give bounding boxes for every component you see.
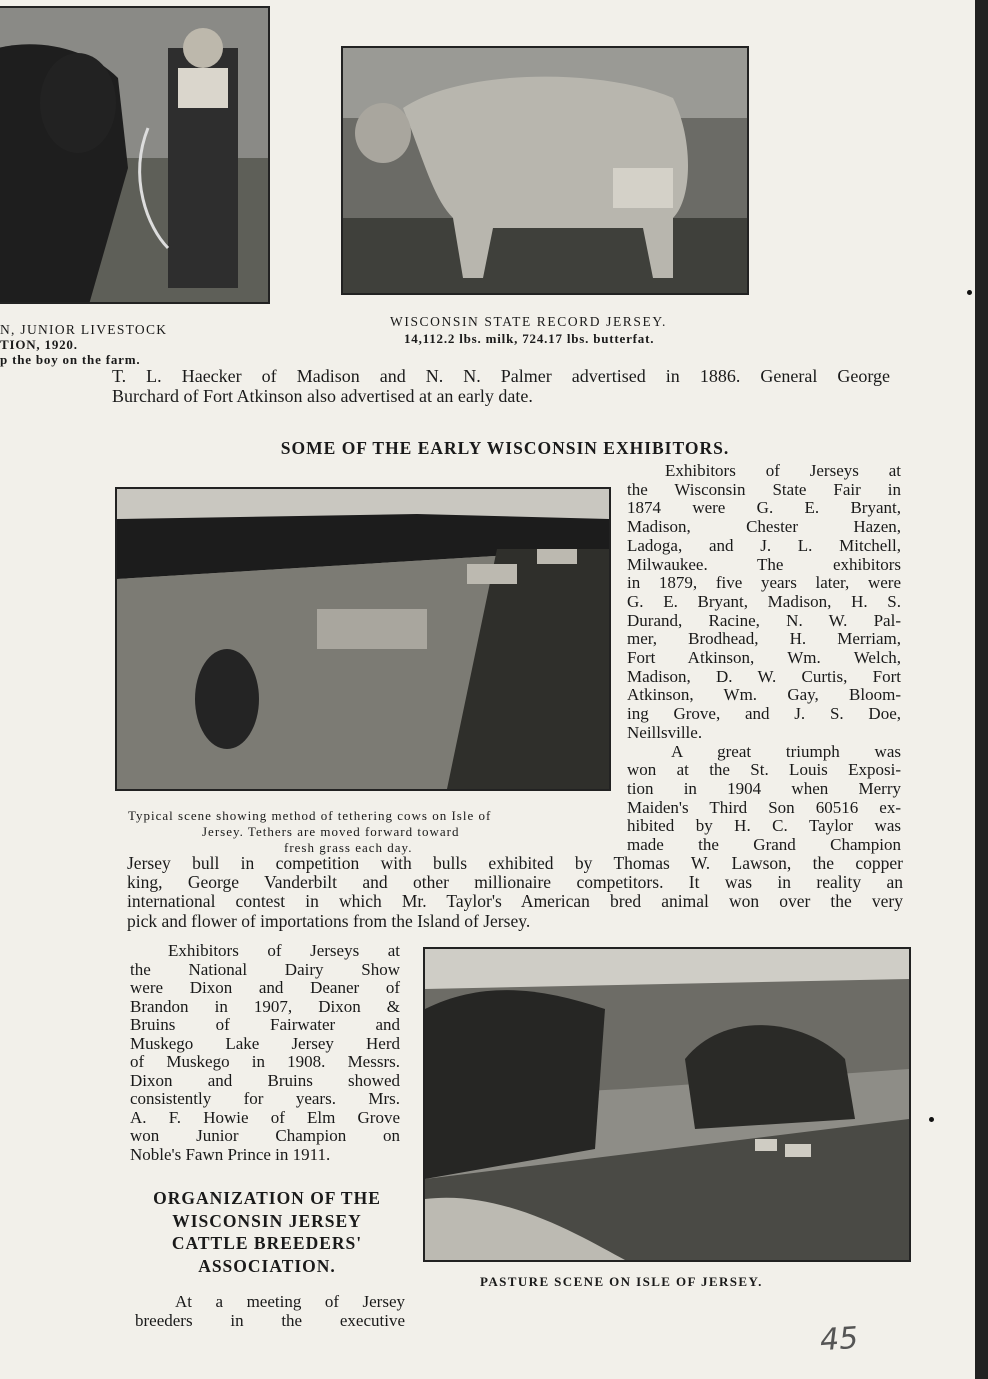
right-line: ing Grove, and J. S. Doe, — [627, 704, 901, 724]
left-line: won Junior Champion on — [130, 1126, 400, 1145]
org-heading-line: CATTLE BREEDERS' — [171, 1233, 363, 1253]
left-line: were Dixon and Deaner of — [130, 978, 400, 997]
intro-paragraph — [112, 366, 890, 406]
left-line: A. F. Howie of Elm Grove — [130, 1107, 400, 1127]
left-line: consistently for years. Mrs. — [130, 1089, 400, 1108]
full-line: king, George Vanderbilt and other millionaire competitors. It was in reality an — [127, 872, 903, 893]
org-heading-line: ASSOCIATION. — [198, 1255, 336, 1276]
organization-heading — [128, 1187, 406, 1277]
caption-pasture: PASTURE SCENE ON ISLE OF JERSEY. — [480, 1274, 763, 1289]
caption-tether-2: Jersey. Tethers are moved forward toward — [202, 824, 460, 839]
right-line: Fort Atkinson, Wm. Welch, — [627, 648, 901, 668]
left-line: Exhibitors of Jerseys at — [168, 941, 400, 960]
caption-record-stats: 14,112.2 lbs. milk, 724.17 lbs. butterfat. — [404, 331, 655, 346]
left-line: Noble's Fawn Prince in 1911. — [130, 1144, 331, 1164]
caption-tether-1: Typical scene showing method of tethering cows on Isle of — [128, 808, 492, 823]
page-edge — [975, 0, 988, 1379]
margin-dot — [929, 1117, 934, 1122]
full-line: international contest in which Mr. Taylor's American bred animal won over the very — [127, 891, 903, 912]
right-line: Madison, Chester Hazen, — [627, 517, 901, 537]
full-width-paragraph — [127, 854, 903, 931]
photo-tethered-cows — [115, 487, 611, 791]
left-line: of Muskego in 1908. Messrs. — [130, 1052, 400, 1071]
section-heading-exhibitors: SOME OF THE EARLY WISCONSIN EXHIBITORS. — [280, 438, 730, 458]
margin-dot — [967, 290, 972, 295]
intro-line-1: T. L. Haecker of Madison and N. N. Palmer advertised in 1886. General George — [112, 366, 890, 386]
right-line: made the Grand Champion — [627, 835, 901, 855]
left-line: Muskego Lake Jersey Herd — [130, 1033, 400, 1053]
right-line: Milwaukee. The exhibitors — [627, 554, 901, 574]
right-line: Ladoga, and J. L. Mitchell, — [627, 535, 901, 555]
photo-state-record-jersey — [341, 46, 749, 295]
right-line: Madison, D. W. Curtis, Fort — [627, 666, 901, 686]
right-line: Maiden's Third Son 60516 ex- — [627, 797, 901, 817]
left-line: Bruins of Fairwater and — [130, 1015, 400, 1034]
left-line: Dixon and Bruins showed — [130, 1070, 400, 1090]
org-heading-line: ORGANIZATION OF THE — [153, 1188, 381, 1208]
caption-left-top-3: p the boy on the farm. — [0, 352, 141, 367]
right-line: tion in 1904 when Merry — [627, 778, 901, 798]
caption-record-jersey: WISCONSIN STATE RECORD JERSEY. — [390, 314, 667, 329]
organization-text — [135, 1292, 405, 1330]
right-line: G. E. Bryant, Madison, H. S. — [627, 591, 901, 611]
org-line: breeders in the executive — [135, 1311, 405, 1330]
right-line: mer, Brodhead, H. Merriam, — [627, 629, 901, 649]
photo-boy-with-bull — [0, 6, 270, 304]
right-line: Durand, Racine, N. W. Pal- — [627, 610, 901, 630]
right-line: the Wisconsin State Fair in — [627, 479, 901, 499]
left-column-text — [130, 942, 400, 1164]
right-line: 1874 were G. E. Bryant, — [627, 498, 901, 518]
caption-tether-3: fresh grass each day. — [284, 840, 413, 855]
right-line: A great triumph was — [671, 741, 901, 761]
org-heading-line: WISCONSIN JERSEY — [172, 1210, 362, 1231]
full-line: Jersey bull in competition with bulls exhibited by Thomas W. Lawson, the copper — [127, 853, 903, 873]
org-line: At a meeting of Jersey — [175, 1292, 405, 1311]
right-line: in 1879, five years later, were — [627, 573, 901, 593]
handwritten-page-number: 45 — [818, 1320, 860, 1359]
photo-pasture-scene — [423, 947, 911, 1262]
right-column-text — [627, 462, 901, 855]
caption-left-top-2: TION, 1920. — [0, 337, 78, 352]
left-line: Brandon in 1907, Dixon & — [130, 996, 400, 1016]
intro-line-2: Burchard of Fort Atkinson also advertised at an early date. — [112, 386, 533, 406]
right-line: won at the St. Louis Exposi- — [627, 760, 901, 780]
right-line: Neillsville. — [627, 722, 703, 742]
right-line: hibited by H. C. Taylor was — [627, 816, 901, 836]
caption-left-top-1: N, JUNIOR LIVESTOCK — [0, 322, 168, 337]
right-line: Atkinson, Wm. Gay, Bloom- — [627, 685, 901, 705]
left-line: the National Dairy Show — [130, 959, 400, 979]
right-line: Exhibitors of Jerseys at — [665, 461, 901, 480]
full-line: pick and flower of importations from the Island of Jersey. — [127, 910, 531, 931]
